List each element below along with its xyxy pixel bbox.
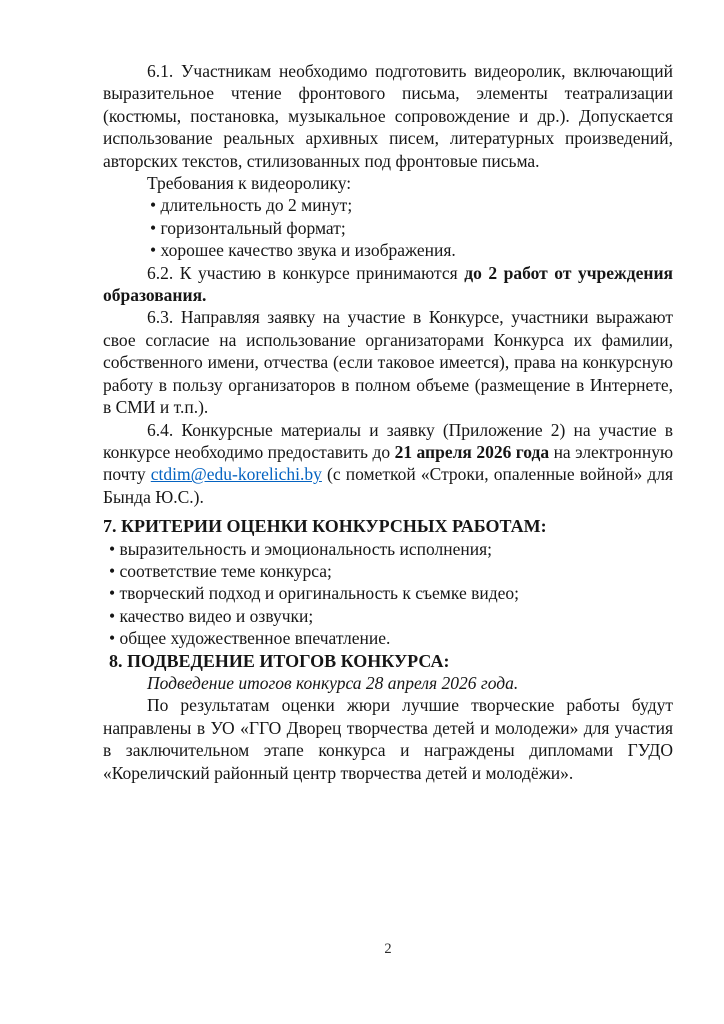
bullet-icon: •	[150, 240, 157, 261]
document-body	[103, 60, 673, 784]
bullet-icon: •	[109, 560, 116, 581]
section-7-heading: 7. КРИТЕРИИ ОЦЕНКИ КОНКУРСНЫХ РАБОТАМ:	[103, 516, 547, 537]
list-item	[103, 627, 673, 649]
deadline-date-bold-text: 21 апреля 2026 года	[394, 441, 550, 462]
paragraph-6-2-bold-text: до 2 работ от учреждения образования.	[103, 262, 674, 306]
criterion-text: соответствие теме конкурса;	[119, 560, 332, 581]
list-item	[103, 239, 673, 261]
requirement-text: хорошее качество звука и изображения.	[160, 240, 456, 261]
paragraph-6-4-text: на электронную почту	[103, 441, 674, 485]
criterion-text: творческий подход и оригинальность к съемке видео;	[119, 583, 519, 604]
bullet-icon: •	[109, 538, 116, 559]
list-item	[103, 538, 673, 560]
results-date-line: Подведение итогов конкурса 28 апреля 2026 года.	[147, 672, 519, 693]
requirements-title: Требования к видеоролику:	[147, 173, 352, 194]
section-8-heading: 8. ПОДВЕДЕНИЕ ИТОГОВ КОНКУРСА:	[109, 650, 450, 671]
paragraph-6-2	[103, 262, 673, 307]
paragraph-6-4	[103, 419, 673, 509]
list-item	[103, 194, 673, 216]
requirement-text: горизонтальный формат;	[160, 217, 346, 238]
bullet-icon: •	[150, 217, 157, 238]
list-item	[103, 605, 673, 627]
bullet-icon: •	[109, 605, 116, 626]
paragraph-6-4-text: 6.4. Конкурсные материалы и заявку (Приложение 2) на участие в конкурсе необходимо предоставить до	[103, 419, 673, 462]
email-link[interactable]: ctdim@edu-korelichi.by	[150, 464, 322, 485]
final-paragraph: По результатам оценки жюри лучшие творческие работы будут направлены в УО «ГГО Дворец творчества детей и молодежи» для участия в заключительном этапе конкурса и награждены дипломами ГУДО «Кореличский районный центр творчества детей и молодёжи».	[103, 695, 673, 783]
criterion-text: общее художественное впечатление.	[119, 628, 391, 649]
paragraph-6-3: 6.3. Направляя заявку на участие в Конкурсе, участники выражают свое согласие на использование организаторами Конкурса их фамилии, собственного имени, отчества (если таковое имеется), права на конкурсную работу в пользу организаторов в полном объеме (размещение в Интернете, в СМИ и т.п.).	[103, 307, 673, 418]
bullet-icon: •	[150, 195, 157, 216]
list-item	[103, 582, 673, 604]
criterion-text: качество видео и озвучки;	[119, 605, 314, 626]
bullet-icon: •	[109, 628, 116, 649]
list-item	[103, 560, 673, 582]
paragraph-6-2-text: 6.2. К участию в конкурсе принимаются	[147, 262, 458, 283]
bullet-icon: •	[109, 583, 116, 604]
list-item	[103, 217, 673, 239]
criterion-text: выразительность и эмоциональность исполнения;	[119, 538, 493, 559]
paragraph-6-4-text: (с пометкой «Строки, опаленные войной» для Бында Ю.С.).	[103, 464, 674, 507]
requirement-text: длительность до 2 минут;	[160, 195, 353, 216]
paragraph-6-1: 6.1. Участникам необходимо подготовить видеоролик, включающий выразительное чтение фронтового письма, элементы театрализации (костюмы, постановка, музыкальное сопровождение и др.). Допускается использование реальных архивных писем, литературных произведений, авторских текстов, стилизованных под фронтовые письма.	[103, 61, 673, 171]
page-number: 2	[384, 941, 392, 957]
